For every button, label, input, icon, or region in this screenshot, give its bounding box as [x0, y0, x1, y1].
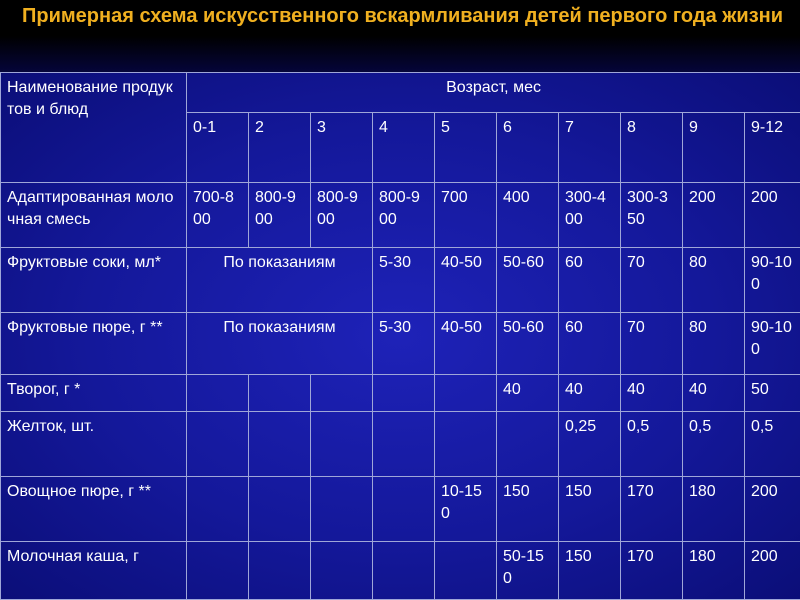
- header-age: Возраст, мес: [187, 73, 800, 113]
- row-yolk: [1, 412, 800, 477]
- cell: 0,5: [745, 412, 800, 477]
- cell: 10-150: [435, 477, 497, 542]
- cell: [187, 477, 249, 542]
- cell: 70: [621, 247, 683, 312]
- cell: 800-900: [311, 183, 373, 248]
- cell: 200: [683, 183, 745, 248]
- row-label: Творог, г *: [1, 374, 187, 411]
- cell: [373, 412, 435, 477]
- row-fruit-puree: [1, 312, 800, 374]
- cell: 150: [559, 477, 621, 542]
- age-9-12: 9-12: [745, 112, 800, 183]
- title-bar: [0, 0, 800, 36]
- cell: 60: [559, 312, 621, 374]
- cell: 150: [559, 541, 621, 599]
- age-9: 9: [683, 112, 745, 183]
- slide-title: Примерная схема искусственного вскармливания детей первого года жизни: [22, 5, 784, 27]
- cell: 170: [621, 541, 683, 599]
- cell: 40: [497, 374, 559, 411]
- cell: 80: [683, 247, 745, 312]
- cell: 5-30: [373, 247, 435, 312]
- cell: 700-800: [187, 183, 249, 248]
- cell: 5-30: [373, 312, 435, 374]
- cell: 50-150: [497, 541, 559, 599]
- cell: [497, 412, 559, 477]
- cell: [311, 412, 373, 477]
- cell: 70: [621, 312, 683, 374]
- cell: 40-50: [435, 247, 497, 312]
- cell: 60: [559, 247, 621, 312]
- age-5: 5: [435, 112, 497, 183]
- cell: 50-60: [497, 247, 559, 312]
- cell: [249, 412, 311, 477]
- row-label: Фруктовые соки, мл*: [1, 247, 187, 312]
- cell: [373, 374, 435, 411]
- cell: 80: [683, 312, 745, 374]
- cell: 50: [745, 374, 800, 411]
- cell: 0,5: [621, 412, 683, 477]
- feeding-schedule-table: [0, 72, 800, 600]
- cell: 300-400: [559, 183, 621, 248]
- cell: 50-60: [497, 312, 559, 374]
- by-indication-cell: По показаниям: [187, 312, 373, 374]
- row-label: Овощное пюре, г **: [1, 477, 187, 542]
- cell: 300-350: [621, 183, 683, 248]
- cell: 90-100: [745, 312, 800, 374]
- cell: 700: [435, 183, 497, 248]
- row-label: Адаптированная молочная смесь: [1, 183, 187, 248]
- cell: [187, 412, 249, 477]
- cell: 800-900: [373, 183, 435, 248]
- row-milk-porridge: [1, 541, 800, 599]
- cell: 0,5: [683, 412, 745, 477]
- header-band: [0, 36, 800, 72]
- cell: [187, 374, 249, 411]
- age-7: 7: [559, 112, 621, 183]
- cell: [187, 541, 249, 599]
- cell: [311, 477, 373, 542]
- age-8: 8: [621, 112, 683, 183]
- age-4: 4: [373, 112, 435, 183]
- cell: [373, 541, 435, 599]
- age-6: 6: [497, 112, 559, 183]
- cell: 40: [683, 374, 745, 411]
- age-3: 3: [311, 112, 373, 183]
- cell: 200: [745, 183, 800, 248]
- cell: 90-100: [745, 247, 800, 312]
- header-product-name: Наименование продуктов и блюд: [1, 73, 187, 183]
- cell: 40-50: [435, 312, 497, 374]
- cell: [435, 374, 497, 411]
- cell: [311, 374, 373, 411]
- row-juice: [1, 247, 800, 312]
- cell: 0,25: [559, 412, 621, 477]
- cell: 40: [621, 374, 683, 411]
- cell: [249, 477, 311, 542]
- cell: 200: [745, 477, 800, 542]
- cell: 150: [497, 477, 559, 542]
- header-row-age: [1, 73, 800, 113]
- cell: [435, 412, 497, 477]
- age-0-1: 0-1: [187, 112, 249, 183]
- cell: [249, 541, 311, 599]
- row-label: Молочная каша, г: [1, 541, 187, 599]
- row-formula: [1, 183, 800, 248]
- row-vegetable-puree: [1, 477, 800, 542]
- cell: [311, 541, 373, 599]
- row-curd: [1, 374, 800, 411]
- cell: [435, 541, 497, 599]
- row-label: Фруктовые пюре, г **: [1, 312, 187, 374]
- cell: 180: [683, 477, 745, 542]
- cell: 180: [683, 541, 745, 599]
- cell: [249, 374, 311, 411]
- cell: 40: [559, 374, 621, 411]
- row-label: Желток, шт.: [1, 412, 187, 477]
- age-2: 2: [249, 112, 311, 183]
- cell: 170: [621, 477, 683, 542]
- cell: 400: [497, 183, 559, 248]
- by-indication-cell: По показаниям: [187, 247, 373, 312]
- cell: [373, 477, 435, 542]
- cell: 200: [745, 541, 800, 599]
- cell: 800-900: [249, 183, 311, 248]
